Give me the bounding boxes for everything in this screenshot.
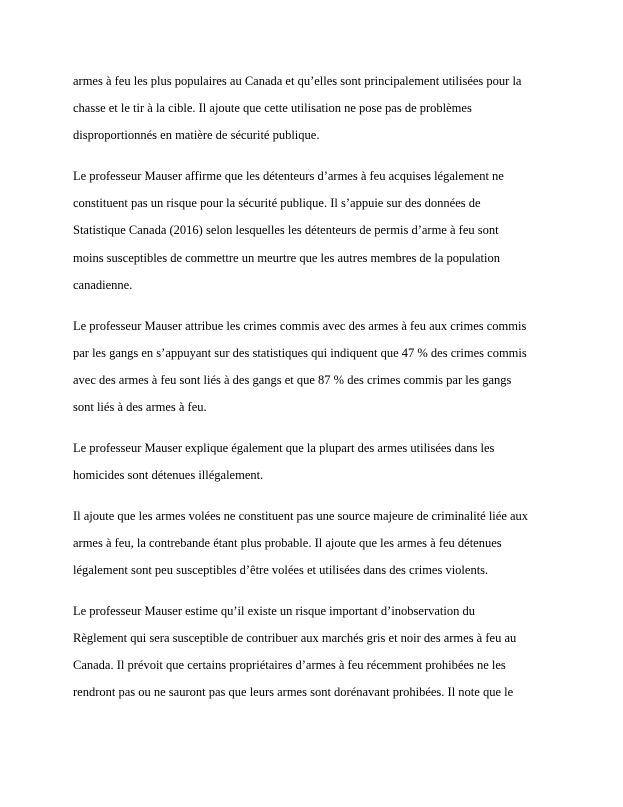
page-content xyxy=(73,68,555,706)
text-line: Statistique Canada (2016) selon lesquelles les détenteurs de permis d’arme à feu sont xyxy=(73,223,499,238)
text-line: Canada. Il prévoit que certains propriétaires d’armes à feu récemment prohibées ne les xyxy=(73,658,506,673)
text-line: rendront pas ou ne sauront pas que leurs armes sont dorénavant prohibées. Il note que le xyxy=(73,685,514,700)
text-line: Le professeur Mauser estime qu’il existe un risque important d’inobservation du xyxy=(73,603,475,618)
text-line: Le professeur Mauser affirme que les détenteurs d’armes à feu acquises légalement ne xyxy=(73,169,504,184)
paragraph xyxy=(73,68,555,150)
text-line: par les gangs en s’appuyant sur des statistiques qui indiquent que 47 % des crimes commis xyxy=(73,345,527,360)
paragraph xyxy=(73,313,555,422)
text-line: constituent pas un risque pour la sécurité publique. Il s’appuie sur des données de xyxy=(73,196,481,211)
text-line: armes à feu, la contrebande étant plus probable. Il ajoute que les armes à feu détenues xyxy=(73,535,502,550)
text-line: armes à feu les plus populaires au Canada et qu’elles sont principalement utilisées pour la xyxy=(73,74,522,88)
paragraph xyxy=(73,598,555,707)
paragraph xyxy=(73,435,555,489)
text-line: moins susceptibles de commettre un meurtre que les autres membres de la population xyxy=(73,250,500,265)
text-line: Le professeur Mauser attribue les crimes commis avec des armes à feu aux crimes commis xyxy=(73,318,527,333)
text-line: Il ajoute que les armes volées ne constituent pas une source majeure de criminalité liée aux xyxy=(73,508,529,523)
text-line: disproportionnés en matière de sécurité publique. xyxy=(73,128,320,143)
text-line: Règlement qui sera susceptible de contribuer aux marchés gris et noir des armes à feu au xyxy=(73,630,517,645)
text-line: chasse et le tir à la cible. Il ajoute que cette utilisation ne pose pas de problèmes xyxy=(73,101,472,116)
text-line: avec des armes à feu sont liés à des gangs et que 87 % des crimes commis par les gangs xyxy=(73,372,512,387)
paragraph xyxy=(73,163,555,299)
text-line: canadienne. xyxy=(73,277,133,292)
text-line: Le professeur Mauser explique également que la plupart des armes utilisées dans les xyxy=(73,440,495,455)
text-line: sont liés à des armes à feu. xyxy=(73,400,207,415)
paragraph xyxy=(73,503,555,585)
text-line: légalement sont peu susceptibles d’être volées et utilisées dans des crimes violents. xyxy=(73,563,489,577)
text-line: homicides sont détenues illégalement. xyxy=(73,467,264,482)
